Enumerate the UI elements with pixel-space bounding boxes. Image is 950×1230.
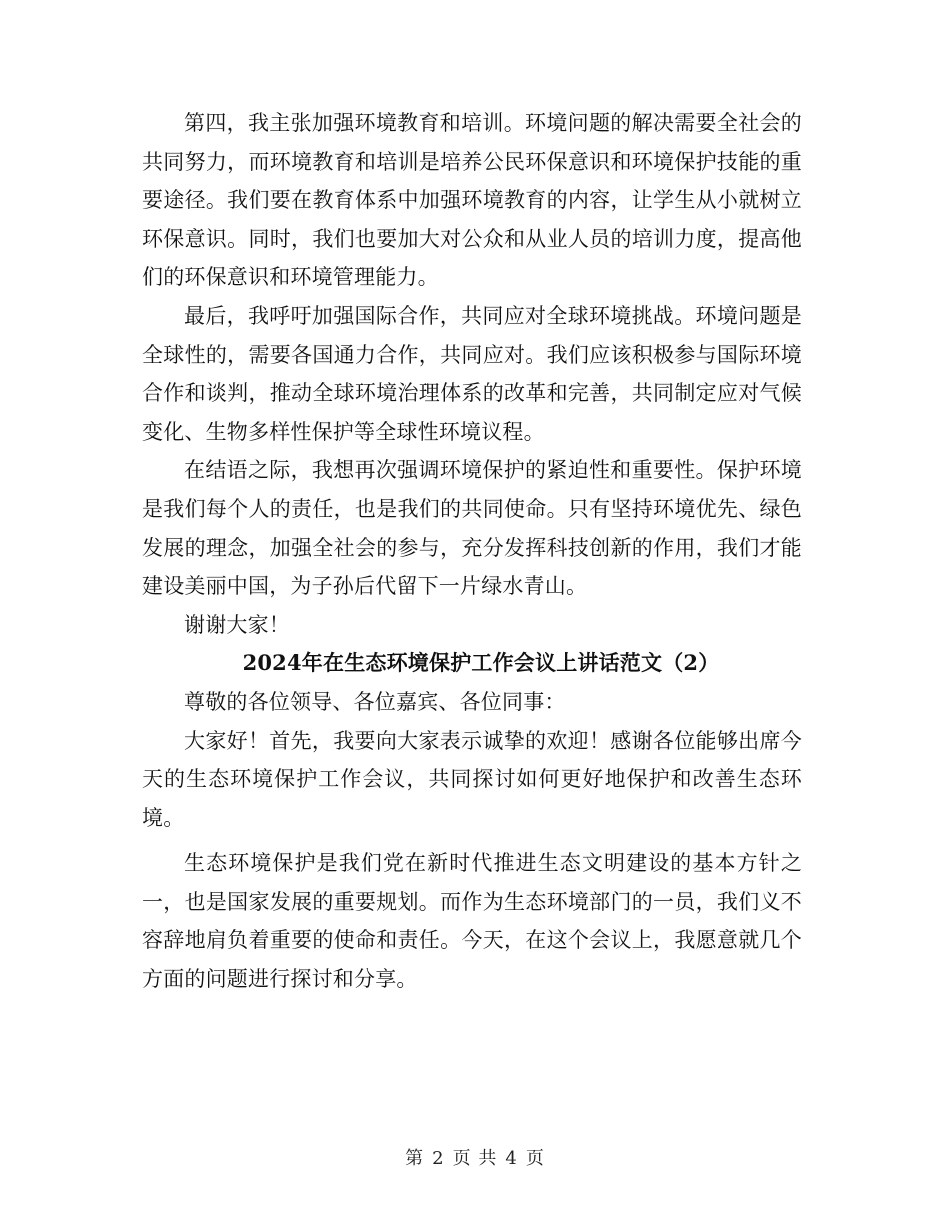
footer-page-number: 2 xyxy=(432,1148,445,1169)
paragraph-international-cooperation: 最后，我呼吁加强国际合作，共同应对全球环境挑战。环境问题是全球性的，需要各国通力合作，共同应对。我们应该积极参与国际环境合作和谈判，推动全球环境治理体系的改革和完善，共同制定应对气候变化、生物多样性保护等全球性环境议程。 xyxy=(142,303,802,444)
paragraph-education: 第四，我主张加强环境教育和培训。环境问题的解决需要全社会的共同努力，而环境教育和培训是培养公民环保意识和环境保护技能的重要途径。我们要在教育体系中加强环境教育的内容，让学生从小就树立环保意识。同时，我们也要加大对公众和从业人员的培训力度，提高他们的环保意识和环境管理能力。 xyxy=(142,111,802,290)
paragraph-thanks: 谢谢大家！ xyxy=(184,612,290,637)
paragraph-welcome: 大家好！首先，我要向大家表示诚挚的欢迎！感谢各位能够出席今天的生态环境保护工作会议，共同探讨如何更好地保护和改善生态环境。 xyxy=(142,728,802,830)
footer-prefix: 第 xyxy=(405,1148,425,1169)
document-body xyxy=(142,104,802,999)
paragraph-salutation: 尊敬的各位领导、各位嘉宾、各位同事： xyxy=(184,689,566,714)
paragraph-ecology-policy: 生态环境保护是我们党在新时代推进生态文明建设的基本方针之一，也是国家发展的重要规划。而作为生态环境部门的一员，我们义不容辞地肩负着重要的使命和责任。今天，在这个会议上，我愿意就几个方面的问题进行探讨和分享。 xyxy=(142,851,802,992)
footer-middle: 页 共 xyxy=(452,1148,498,1169)
paragraph-conclusion: 在结语之际，我想再次强调环境保护的紧迫性和重要性。保护环境是我们每个人的责任，也是我们的共同使命。只有坚持环境优先、绿色发展的理念，加强全社会的参与，充分发挥科技创新的作用，我们才能建设美丽中国，为子孙后代留下一片绿水青山。 xyxy=(142,458,802,599)
footer-total-pages: 4 xyxy=(505,1148,518,1169)
page-footer xyxy=(0,1147,950,1171)
section-title: 2024年在生态环境保护工作会议上讲话范文（2） xyxy=(242,650,720,676)
footer-suffix: 页 xyxy=(525,1148,545,1169)
